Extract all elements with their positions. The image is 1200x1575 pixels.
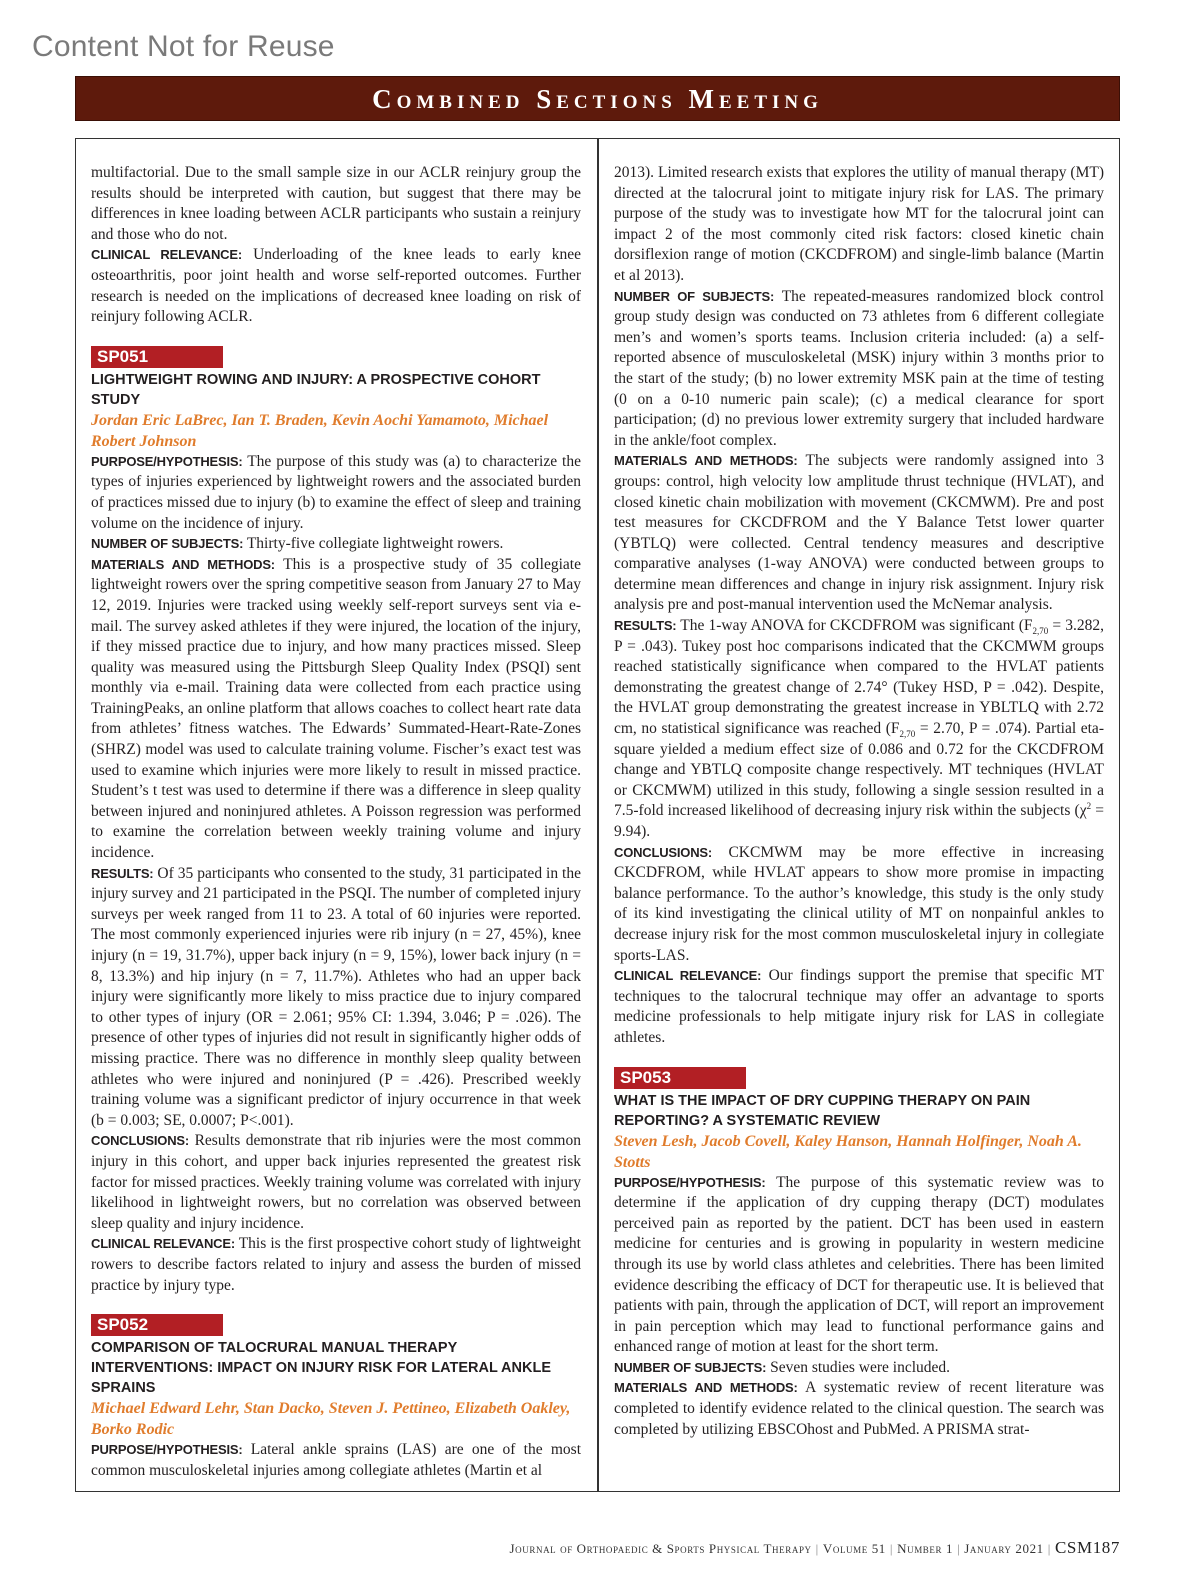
paragraph — [614, 1358, 1104, 1379]
page-footer — [75, 1538, 1120, 1558]
paragraph — [91, 1234, 581, 1296]
abstract-code: SP051 — [91, 346, 223, 368]
paragraph-text: This is the first prospective cohort study of lightweight rowers to describe factors related to injury and assess the burden of missed practice by injury type. — [91, 1235, 581, 1294]
subscript: 2,70 — [899, 729, 916, 740]
paragraph — [91, 534, 581, 555]
right-column — [614, 163, 1104, 1483]
paragraph — [91, 245, 581, 327]
paragraph — [91, 555, 581, 864]
abstract-code: SP053 — [614, 1067, 746, 1089]
abstract-authors: Michael Edward Lehr, Stan Dacko, Steven J. Pettineo, Elizabeth Oakley, Borko Rodic — [91, 1400, 571, 1439]
paragraph-text: CKCMWM may be more effective in increasing CKCDFROM, while HVLAT appears to show more promise in impacting balance performance. To the author’s knowledge, this study is the only study of its kind investigating the clinical utility of MT on nonpainful ankles to decrease injury risk for the most common musculoskeletal injury in collegiate sports-LAS. — [614, 843, 1104, 964]
paragraph — [91, 864, 581, 1132]
paragraph-text: Our findings support the premise that specific MT techniques to the talocrural technique may offer an advantage to sports medicine professionals to help mitigate injury risk for LAS in collegiate athletes. — [614, 967, 1104, 1046]
paragraph — [614, 1378, 1104, 1440]
paragraph — [614, 843, 1104, 967]
paragraph — [91, 163, 581, 245]
abstract-title: WHAT IS THE IMPACT OF DRY CUPPING THERAPY ON PAIN REPORTING? A SYSTEMATIC REVIEW — [614, 1092, 1031, 1129]
superscript: 2 — [1086, 801, 1092, 812]
section-label: RESULTS: — [614, 618, 677, 634]
paragraph-text: = 3.282, P = .043). Tukey post hoc comparisons indicated that the CKCMWM groups reached statistically significance when compared to the HVLAT patients demonstrating the greatest change of 2.74° (Tukey HSD, P = .042). Despite, the HVLAT group demonstrating the greatest increase in YBLTLQ with 2.72 cm, no statistical significance was reached (F — [614, 617, 1104, 738]
abstract-authors: Steven Lesh, Jacob Covell, Kaley Hanson, Hannah Holfinger, Noah A. Stotts — [614, 1132, 1082, 1171]
paragraph — [614, 451, 1104, 616]
paragraph-text: The purpose of this systematic review was to determine if the application of dry cupping therapy (DCT) modulates perceived pain as reported by the patient. DCT has been used in eastern medicine for centuries and is growing in popularity in western medicine through its use by world class athletes and celebrities. There has been limited evidence describing the efficacy of DCT for therapeutic use. It is believed that patients with pain, through the application of DCT, will report an improvement in pain perception which may lead to functional performance gains and enhanced range of motion at least for the short term. — [614, 1173, 1104, 1356]
paragraph — [614, 616, 1104, 843]
paragraph-text: A systematic review of recent literature was completed to identify evidence related to the clinical question. The search was completed by utilizing EBSCOhost and PubMed. A PRISMA strat- — [614, 1379, 1104, 1438]
footer-separator: | — [1047, 1541, 1051, 1556]
footer-separator: | — [815, 1541, 819, 1556]
abstract-title: LIGHTWEIGHT ROWING AND INJURY: A PROSPECTIVE COHORT STUDY — [91, 371, 541, 408]
paragraph-text: 2013). Limited research exists that explores the utility of manual therapy (MT) directed at the talocrural joint to mitigate injury risk for LAS. The primary purpose of the study was to investigate how MT for the talocrural joint can impact 2 of the most commonly cited risk factors: closed kinetic chain dorsiflexion range of motion (CKCDFROM) and single-limb balance (Martin et al 2013). — [614, 164, 1104, 284]
section-label: PURPOSE/HYPOTHESIS: — [91, 453, 243, 469]
paragraph-text: The purpose of this study was (a) to characterize the types of injuries experienced by lightweight rowers and the associated burden of practices missed due to injury (b) to examine the effect of sleep and training volume on the incidence of injury. — [91, 452, 581, 532]
paragraph-text: = 2.70, P = .074). Partial eta-square yielded a medium effect size of 0.086 and 0.72 for the CKCDFROM change and YBTLQ composite change respectively. MT techniques (HVLAT or CKCMWM) utilized in this study, following a single session resulted in a 7.5-fold increased likelihood of decreasing injury risk within the subjects (χ — [614, 720, 1104, 820]
paragraph-text: The subjects were randomly assigned into 3 groups: control, high velocity low amplitude thrust technique (HVLAT), and closed kinetic chain mobilization with movement (CKCMWM). Pre and post test measures for CKCDFROM and the Y Balance Tetst lower quarter (YBTLQ) were collected. Central tendency measures and descriptive comparative analyses (1-way ANOVA) were conducted between groups to determine mean differences and change in injury risk assignment. Injury risk analysis pre and post-manual intervention used the McNemar analysis. — [614, 452, 1104, 614]
paragraph — [614, 163, 1104, 287]
paragraph — [614, 287, 1104, 452]
paragraph — [91, 1131, 581, 1234]
journal-number: Number 1 — [897, 1541, 954, 1556]
section-label: CONCLUSIONS: — [91, 1133, 189, 1149]
section-label: CLINICAL RELEVANCE: — [91, 1236, 235, 1252]
paragraph — [91, 1440, 581, 1481]
page-number: CSM187 — [1054, 1538, 1120, 1557]
section-label: NUMBER OF SUBJECTS: — [91, 536, 244, 552]
section-label: RESULTS: — [91, 865, 154, 881]
footer-separator: | — [889, 1541, 894, 1556]
paragraph-text: Thirty-five collegiate lightweight rowers. — [246, 535, 504, 553]
paragraph-text: Underloading of the knee leads to early knee osteoarthritis, poor joint health and worse self-reported outcomes. Further research is needed on the implications of decreased knee loading on risk of reinjury following ACLR. — [91, 246, 581, 326]
section-label: PURPOSE/HYPOTHESIS: — [91, 1442, 243, 1458]
section-label: MATERIALS AND METHODS: — [614, 453, 798, 469]
paragraph-text: The repeated-measures randomized block control group study design was conducted on 73 athletes from 6 different collegiate men’s and women’s sports teams. Inclusion criteria included: (a) a self-reported absence of musculoskeletal (MSK) injury within 3 months prior to the start of the study; (b) no lower extremity MSK pain at the time of testing (0 on a 0-10 numeric pain scale); (c) a medical clearance for sport participation; (d) no previous lower extremity surgery that included hardware in the ankle/foot complex. — [614, 287, 1104, 449]
intro-text: multifactorial. Due to the small sample size in our ACLR reinjury group the results should be interpreted with caution, but suggest that there may be differences in knee loading between ACLR participants who sustain a reinjury and those who do not. — [91, 164, 581, 243]
abstract-authors: Jordan Eric LaBrec, Ian T. Braden, Kevin Aochi Yamamoto, Michael Robert Johnson — [91, 411, 549, 450]
paragraph-text: Seven studies were included. — [770, 1358, 951, 1376]
abstract-title: COMPARISON OF TALOCRURAL MANUAL THERAPY INTERVENTIONS: IMPACT ON INJURY RISK FOR LATERAL ANKLE SPRAINS — [91, 1340, 551, 1397]
section-label: NUMBER OF SUBJECTS: — [614, 1359, 767, 1375]
paragraph — [614, 966, 1104, 1048]
section-label: MATERIALS AND METHODS: — [91, 556, 275, 572]
section-label: CLINICAL RELEVANCE: — [91, 247, 242, 263]
section-banner: Combined Sections Meeting — [75, 76, 1120, 121]
section-label: CONCLUSIONS: — [614, 844, 712, 860]
paragraph — [614, 1173, 1104, 1358]
section-label: PURPOSE/HYPOTHESIS: — [614, 1174, 766, 1190]
paragraph — [91, 452, 581, 534]
section-label: MATERIALS AND METHODS: — [614, 1380, 798, 1396]
watermark: Content Not for Reuse — [32, 30, 335, 63]
paragraph-text: Results demonstrate that rib injuries were the most common injury in this cohort, and upper back injuries represented the greatest risk factor for missed practices. Weekly training volume was correlated with injury likelihood in lightweight rowers, but no correlation was observed between sleep quality and injury incidence. — [91, 1132, 581, 1232]
journal-name: Journal of Orthopaedic & Sports Physical Therapy — [509, 1541, 812, 1556]
paragraph-text: The 1-way ANOVA for CKCDFROM was significant (F — [680, 617, 1033, 635]
paragraph-text: This is a prospective study of 35 collegiate lightweight rowers over the spring competitive season from January 27 to May 12, 2019. Injuries were tracked using weekly self-report surveys sent via e-mail. The survey asked athletes if they were injured, the location of the injury, if they missed practice due to injury, and how many practices missed. Sleep quality was measured using the Pittsburgh Sleep Quality Index (PSQI) sent monthly via e-mail. Training data were collected from each practice using TrainingPeaks, an online platform that allows coaches to collect heart rate data from athletes’ fitness watches. The Edwards’ Summated-Heart-Rate-Zones (SHRZ) model was used to calculate training volume. Fischer’s exact test was used to examine which injuries were more likely to result in missed practice. Student’s t test was used to determine if there was a difference in sleep quality between injured and noninjured athletes. A Poisson regression was performed to examine the correlation between weekly training volume and injury incidence. — [91, 555, 581, 862]
paragraph-text: Lateral ankle sprains (LAS) are one of the most common musculoskeletal injuries among collegiate athletes (Martin et al — [91, 1441, 581, 1479]
paragraph-text: = 9.94). — [614, 802, 1104, 840]
column-divider — [597, 138, 599, 1492]
journal-date: January 2021 — [964, 1541, 1044, 1556]
journal-volume: Volume 51 — [822, 1541, 886, 1556]
abstract-code: SP052 — [91, 1314, 223, 1336]
section-label: NUMBER OF SUBJECTS: — [614, 288, 775, 304]
section-label: CLINICAL RELEVANCE: — [614, 968, 762, 984]
paragraph-text: Of 35 participants who consented to the study, 31 participated in the injury survey and 21 participated in the PSQI. The number of completed injury surveys per week ranged from 11 to 23. A total of 60 injuries were reported. The most commonly experienced injuries were rib injury (n = 27, 45%), knee injury (n = 19, 31.7%), upper back injury (n = 9, 15%), lower back injury (n = 8, 13.3%) and hip injury (n = 7, 11.7%). Athletes who had an upper back injury were significantly more likely to miss practice due to injury compared to other types of injury (OR = 2.061; 95% CI: 1.394, 3.046; P = .026). The presence of other types of injuries did not result in significantly higher odds of missing practice. There was no difference in monthly sleep quality between athletes who were injured and noninjured (P = .426). Prescribed weekly training volume was a significant predictor of injury occurrence in that week (b = 0.003; SE, 0.0007; P<.001). — [91, 864, 581, 1129]
subscript: 2,70 — [1032, 626, 1049, 637]
left-column — [91, 163, 581, 1483]
footer-separator: | — [957, 1541, 961, 1556]
